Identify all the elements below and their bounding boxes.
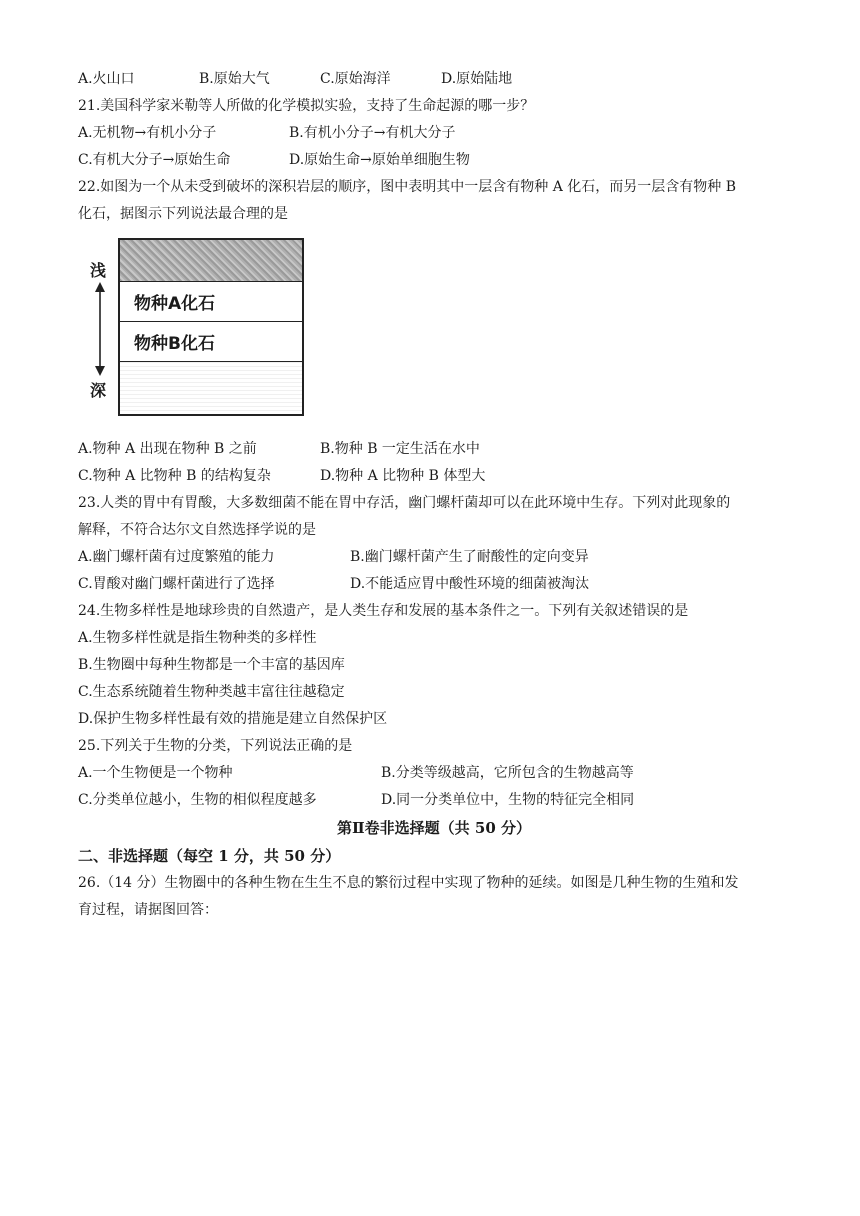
shallow-label: 浅 [90, 261, 107, 280]
q20-option-c: C.原始海洋 [320, 71, 391, 87]
section-title: 第Ⅱ卷非选择题（共 50 分） [337, 819, 531, 837]
q25-option-c: C.分类单位越小，生物的相似程度越多 [78, 792, 317, 808]
q21-option-a: A.无机物→有机小分子 [78, 125, 217, 141]
q26-line2: 育过程，请据图回答： [78, 902, 218, 918]
q22-stem-line2: 化石，据图示下列说法最合理的是 [78, 206, 288, 222]
q21-options-row1 [78, 120, 790, 147]
q21-option-d: D.原始生命→原始单细胞生物 [289, 152, 470, 168]
deep-label: 深 [90, 381, 107, 400]
bottom-layer [120, 362, 302, 414]
q25-option-b: B.分类等级越高，它所包含的生物越高等 [381, 765, 634, 781]
q25-option-a: A.一个生物便是一个物种 [78, 765, 233, 781]
q25-options-row1 [78, 760, 790, 787]
q20-option-b: B.原始大气 [199, 71, 270, 87]
q25-option-d: D.同一分类单位中，生物的特征完全相同 [381, 792, 635, 808]
q22-options-row2 [78, 463, 790, 490]
q22-option-a: A.物种 A 出现在物种 B 之前 [78, 441, 257, 457]
q24-stem: 24.生物多样性是地球珍贵的自然遗产，是人类生存和发展的基本条件之一。下列有关叙述错误的是 [78, 603, 689, 619]
q21-option-b: B.有机小分子→有机大分子 [289, 125, 456, 141]
q25-options-row2 [78, 787, 790, 814]
depth-arrow-icon [94, 282, 106, 376]
q20-option-a: A.火山口 [78, 71, 135, 87]
q23-option-a: A.幽门螺杆菌有过度繁殖的能力 [78, 549, 275, 565]
q24-option-c: C.生态系统随着生物种类越丰富往往越稳定 [78, 684, 345, 700]
q23-option-d: D.不能适应胃中酸性环境的细菌被淘汰 [350, 576, 590, 592]
q23-options-row1 [78, 544, 790, 571]
q23-stem-line2: 解释，不符合达尔文自然选择学说的是 [78, 522, 316, 538]
surface-layer [120, 240, 302, 282]
part-title: 二、非选择题（每空 1 分，共 50 分） [78, 847, 341, 865]
q24-option-d: D.保护生物多样性最有效的措施是建立自然保护区 [78, 711, 388, 727]
layer-species-a: 物种A化石 [120, 282, 302, 322]
q21-stem: 21.美国科学家米勒等人所做的化学模拟实验，支持了生命起源的哪一步？ [78, 98, 535, 114]
q23-options-row2 [78, 571, 790, 598]
q25-stem: 25.下列关于生物的分类，下列说法正确的是 [78, 738, 353, 754]
q23-option-c: C.胃酸对幽门螺杆菌进行了选择 [78, 576, 275, 592]
q21-option-c: C.有机大分子→原始生命 [78, 152, 231, 168]
q24-option-b: B.生物圈中每种生物都是一个丰富的基因库 [78, 657, 345, 673]
q22-option-b: B.物种 B 一定生活在水中 [320, 441, 480, 457]
q23-option-b: B.幽门螺杆菌产生了耐酸性的定向变异 [350, 549, 589, 565]
q21-options-row2 [78, 147, 790, 174]
q23-stem-line1: 23.人类的胃中有胃酸，大多数细菌不能在胃中存活，幽门螺杆菌却可以在此环境中生存。下列对此现象的 [78, 495, 731, 511]
q22-stem-line1: 22.如图为一个从未受到破坏的深积岩层的顺序，图中表明其中一层含有物种 A 化石，而另一层含有物种 B [78, 179, 737, 195]
q20-option-d: D.原始陆地 [441, 71, 513, 87]
q20-options [78, 66, 790, 93]
q26-line1: 26.（14 分）生物圈中的各种生物在生生不息的繁衍过程中实现了物种的延续。如图是几种生物的生殖和发 [78, 875, 739, 891]
rock-strata-figure [78, 232, 338, 436]
strata-box [118, 238, 304, 416]
q22-option-c: C.物种 A 比物种 B 的结构复杂 [78, 468, 271, 484]
q22-options-row1 [78, 436, 790, 463]
q24-option-a: A.生物多样性就是指生物种类的多样性 [78, 630, 317, 646]
q22-option-d: D.物种 A 比物种 B 体型大 [320, 468, 486, 484]
layer-species-b: 物种B化石 [120, 322, 302, 362]
